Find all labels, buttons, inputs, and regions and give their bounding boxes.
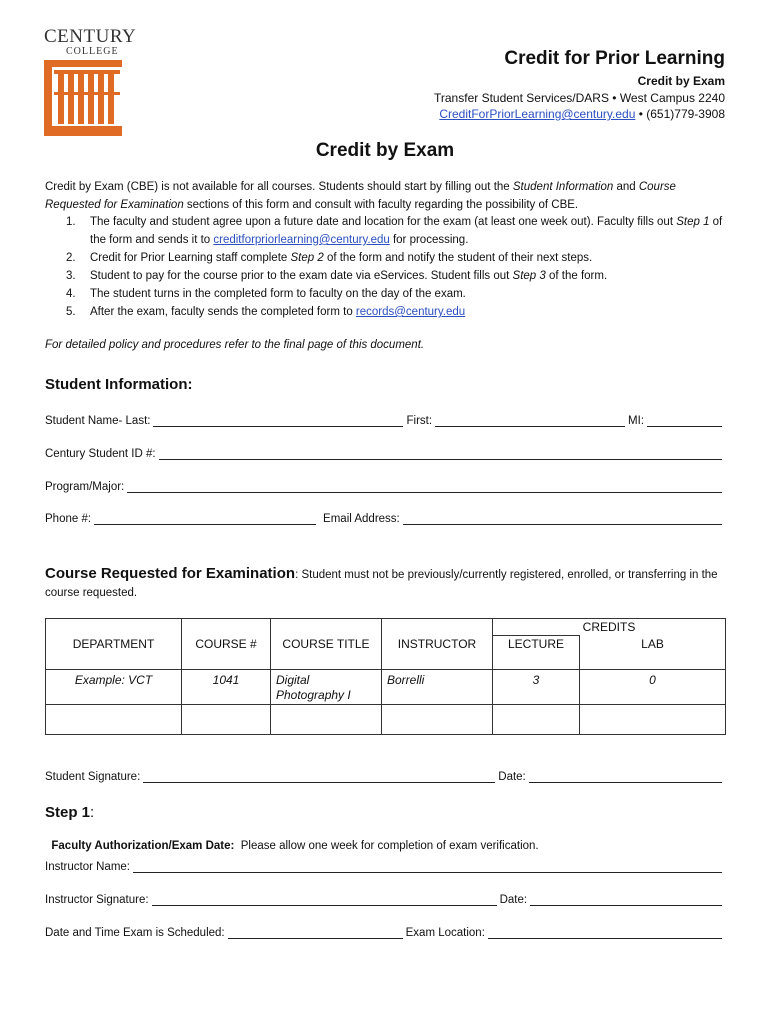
student-signature-field[interactable]: [143, 770, 495, 783]
course-heading: Course Requested for Examination: [45, 565, 296, 582]
table-row: [46, 705, 726, 735]
step-italic: Step 1: [676, 216, 710, 228]
header-title: Credit for Prior Learning: [504, 48, 725, 69]
last-name-field[interactable]: [153, 414, 403, 427]
first-name-label: First:: [406, 415, 433, 427]
list-number: 3.: [66, 270, 76, 282]
program-field[interactable]: [127, 480, 722, 493]
student-date-label: Date:: [498, 771, 526, 783]
phone-email-row: [45, 512, 725, 525]
intro-text-2: and: [613, 181, 639, 193]
intro-text-3: sections of this form and consult with faculty regarding the possibility of CBE.: [183, 199, 579, 211]
building-logo-icon: [44, 56, 124, 138]
step-text: of the form and notify the student of their next steps.: [323, 252, 593, 264]
list-item: [66, 249, 725, 267]
student-id-row: [45, 447, 725, 460]
step-italic: Step 3: [512, 270, 546, 282]
table-row: [46, 670, 726, 705]
step-text: for processing.: [389, 234, 469, 246]
student-date-field[interactable]: [529, 770, 722, 783]
list-number: 2.: [66, 252, 76, 264]
exam-location-field[interactable]: [488, 926, 722, 939]
step1-heading: Step 1: [45, 804, 91, 821]
intro-paragraph: [45, 178, 725, 214]
instructor-date-field[interactable]: [530, 893, 722, 906]
instructor-date-label: Date:: [499, 894, 528, 906]
mi-field[interactable]: [647, 414, 722, 427]
list-number: 1.: [66, 216, 76, 228]
instructor-name-field[interactable]: [133, 860, 722, 873]
example-course-num: 1041: [182, 670, 271, 705]
student-id-field[interactable]: [159, 447, 722, 460]
policy-note: For detailed policy and procedures refer to the final page of this document.: [45, 339, 425, 351]
instructor-name-row: [45, 860, 725, 873]
intro-italic-1: Student Information: [512, 181, 614, 193]
header-office: Transfer Student Services/DARS • West Campus 2240: [434, 91, 725, 105]
list-item: [66, 303, 725, 321]
entry-lecture[interactable]: [493, 705, 580, 735]
program-label: Program/Major:: [45, 481, 125, 493]
student-signature-label: Student Signature:: [45, 771, 141, 783]
col-instructor: INSTRUCTOR: [382, 619, 493, 670]
entry-department[interactable]: [46, 705, 182, 735]
document-title: Credit by Exam: [315, 140, 455, 161]
steps-list: [66, 213, 725, 321]
entry-course-title[interactable]: [271, 705, 382, 735]
step-text: After the exam, faculty sends the completed form to: [90, 306, 356, 318]
list-number: 4.: [66, 288, 76, 300]
email-label: Email Address:: [323, 513, 400, 525]
last-name-label: Student Name- Last:: [45, 415, 151, 427]
logo-wordmark-century: CENTURY: [44, 26, 137, 47]
course-section-intro: [45, 565, 725, 602]
instructor-signature-row: [45, 893, 725, 906]
entry-lab[interactable]: [580, 705, 726, 735]
student-signature-row: [45, 770, 725, 783]
step-text: of the form.: [545, 270, 608, 282]
col-credits: CREDITS: [493, 619, 726, 636]
step1-colon: :: [90, 804, 95, 821]
step1-heading-wrap: [45, 804, 94, 821]
first-name-field[interactable]: [435, 414, 625, 427]
intro-italic-2: Course Requested for Examination: [45, 181, 676, 211]
example-course-title: Digital Photography I: [271, 670, 382, 705]
faculty-auth-label: Faculty Authorization/Exam Date:: [51, 840, 235, 852]
example-lecture: 3: [493, 670, 580, 705]
exam-scheduled-label: Date and Time Exam is Scheduled:: [45, 927, 225, 939]
header-email-link[interactable]: CreditForPriorLearning@century.edu: [439, 107, 636, 121]
college-logo: [44, 26, 137, 138]
exam-scheduled-field[interactable]: [228, 926, 403, 939]
records-email-link[interactable]: records@century.edu: [355, 306, 466, 318]
logo-wordmark-college: COLLEGE: [66, 46, 119, 57]
entry-course-num[interactable]: [182, 705, 271, 735]
step-text: of the form and sends it to: [90, 216, 723, 246]
step-text: Credit for Prior Learning staff complete: [90, 252, 291, 264]
col-department: DEPARTMENT: [46, 619, 182, 670]
header-subtitle: Credit by Exam: [637, 74, 725, 88]
example-department: Example: VCT: [46, 670, 182, 705]
cpl-email-link[interactable]: creditforpriorlearning@century.edu: [213, 234, 390, 246]
intro-text-1: Credit by Exam (CBE) is not available for all courses. Students should start by filling out the: [45, 181, 513, 193]
entry-instructor[interactable]: [382, 705, 493, 735]
instructor-signature-field[interactable]: [152, 893, 497, 906]
student-id-label: Century Student ID #:: [45, 448, 156, 460]
col-lecture: LECTURE: [493, 636, 580, 670]
example-lab: 0: [580, 670, 726, 705]
list-item: [66, 285, 725, 303]
example-instructor: Borrelli: [382, 670, 493, 705]
course-table: [45, 618, 726, 735]
student-info-heading: Student Information:: [45, 376, 193, 393]
step-text: The faculty and student agree upon a future date and location for the exam (at least one week out). Faculty fills out: [90, 216, 677, 228]
list-item: [66, 213, 725, 249]
faculty-auth-line: [45, 828, 539, 852]
student-name-row: [45, 414, 725, 427]
phone-field[interactable]: [94, 512, 316, 525]
course-note: : Student must not be previously/currently registered, enrolled, or transferring in the course requested.: [45, 569, 718, 599]
exam-schedule-row: [45, 926, 725, 939]
email-field[interactable]: [403, 512, 722, 525]
instructor-signature-label: Instructor Signature:: [45, 894, 149, 906]
step-italic: Step 2: [290, 252, 324, 264]
step-text: Student to pay for the course prior to the exam date via eServices. Student fills out: [90, 270, 513, 282]
document-header: [434, 48, 725, 121]
col-course-num: COURSE #: [182, 619, 271, 670]
program-row: [45, 480, 725, 493]
list-number: 5.: [66, 306, 76, 318]
col-course-title: COURSE TITLE: [271, 619, 382, 670]
list-item: [66, 267, 725, 285]
phone-label: Phone #:: [45, 513, 92, 525]
faculty-auth-text: Please allow one week for completion of exam verification.: [234, 840, 539, 852]
instructor-name-label: Instructor Name:: [45, 861, 130, 873]
exam-location-label: Exam Location:: [405, 927, 485, 939]
step-text: The student turns in the completed form to faculty on the day of the exam.: [90, 288, 466, 300]
header-phone: • (651)779-3908: [635, 107, 725, 121]
col-lab: LAB: [580, 636, 726, 670]
mi-label: MI:: [628, 415, 645, 427]
header-contact: [434, 107, 725, 121]
